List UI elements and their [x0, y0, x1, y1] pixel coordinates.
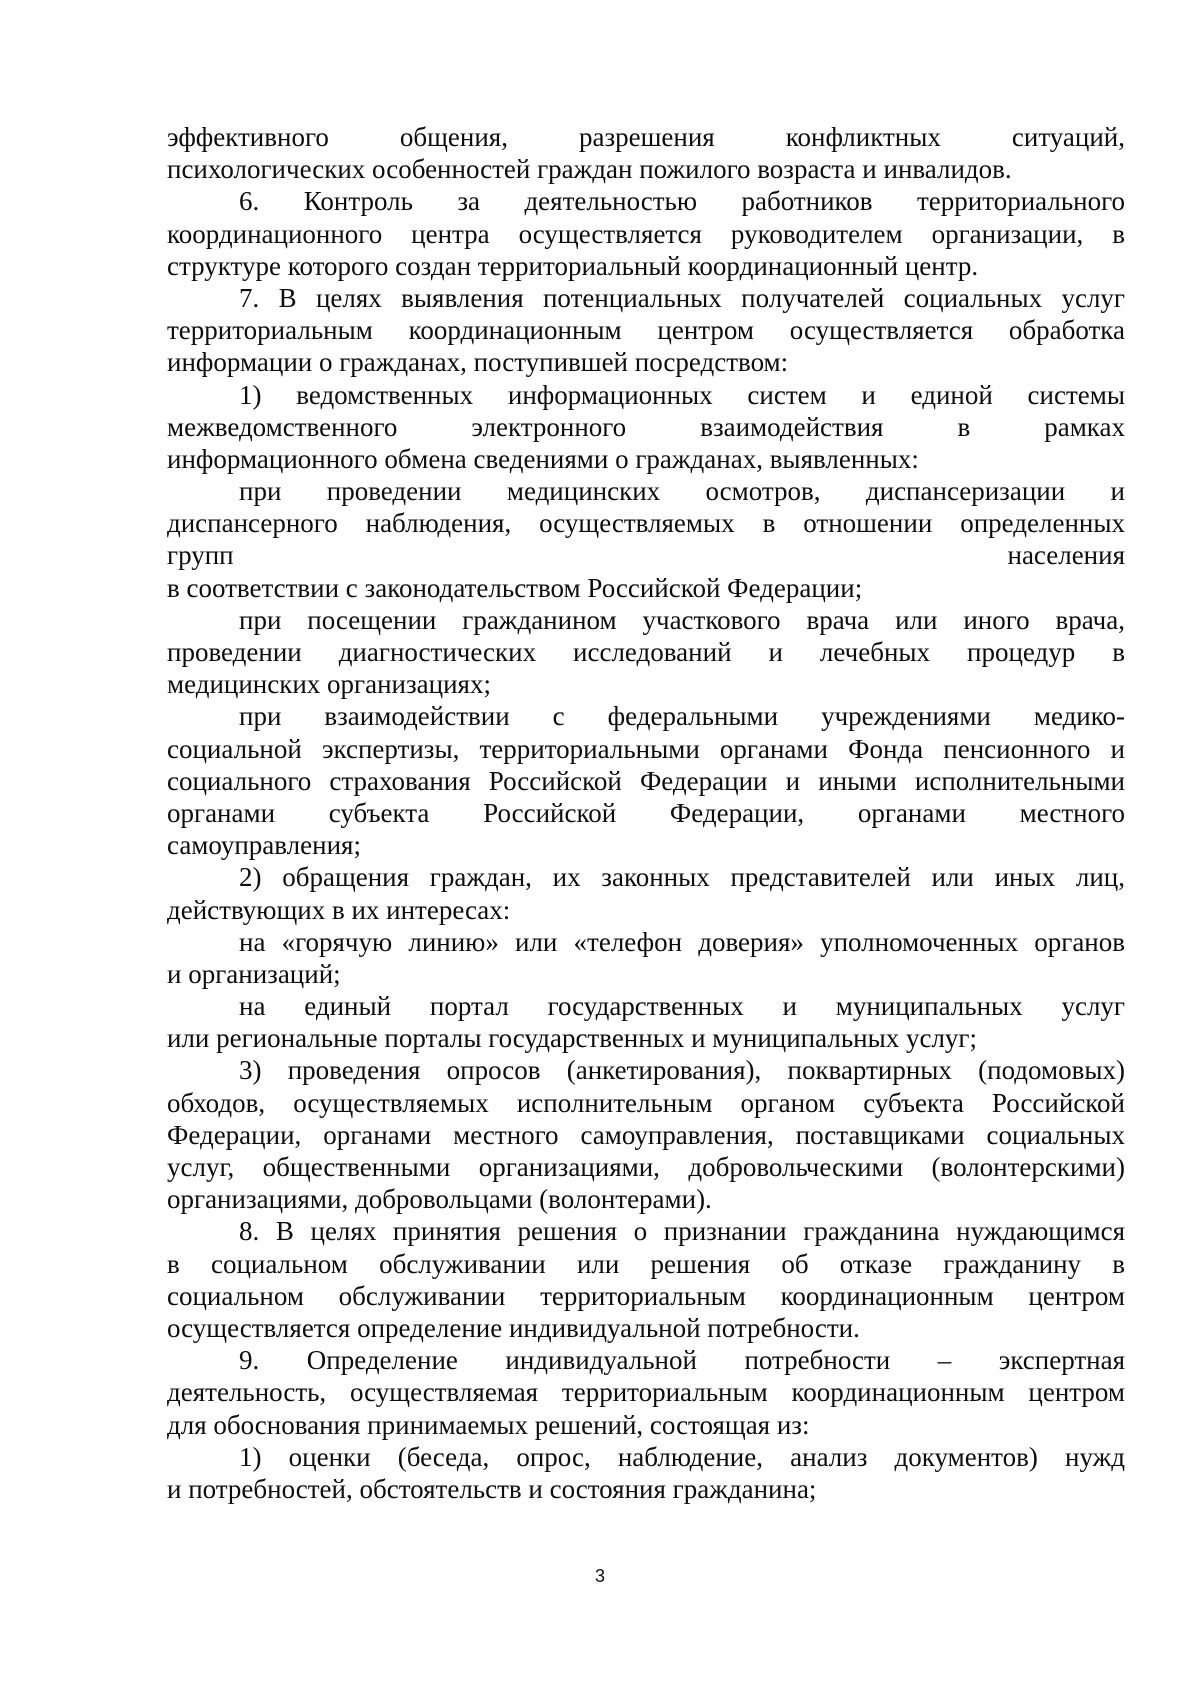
text-line: 2) обращения граждан, их законных представителей или иных лиц,	[239, 862, 1125, 893]
text-line: координационного центра осуществляется руководителем организации, в	[167, 218, 1125, 249]
text-line: групп населения	[167, 540, 1125, 571]
text-line: социального страхования Российской Федерации и иными исполнительными	[167, 765, 1125, 796]
text-line: психологических особенностей граждан пожилого возраста и инвалидов.	[167, 154, 1012, 185]
text-line: действующих в их интересах:	[167, 894, 511, 925]
text-line: обходов, осуществляемых исполнительным органом субъекта Российской	[167, 1087, 1125, 1118]
text-line: при проведении медицинских осмотров, диспансеризации и	[239, 476, 1125, 507]
text-line: межведомственного электронного взаимодействия в рамках	[167, 411, 1125, 442]
text-line: или региональные порталы государственных и муниципальных услуг;	[167, 1023, 977, 1054]
document-body-text	[167, 121, 1125, 1505]
text-line: Федерации, органами местного самоуправления, поставщиками социальных	[167, 1119, 1125, 1150]
text-line: для обоснования принимаемых решений, состоящая из:	[167, 1409, 810, 1440]
text-line: органами субъекта Российской Федерации, органами местного	[167, 797, 1125, 828]
text-line: социальном обслуживании территориальным координационным центром	[167, 1280, 1125, 1311]
text-line: эффективного общения, разрешения конфликтных ситуаций,	[167, 122, 1125, 152]
text-line: организациями, добровольцами (волонтерами).	[167, 1184, 712, 1215]
text-line: при взаимодействии с федеральными учреждениями медико-	[239, 701, 1125, 732]
text-line: осуществляется определение индивидуальной потребности.	[167, 1312, 860, 1343]
text-line: информации о гражданах, поступившей посредством:	[167, 347, 789, 378]
text-line: медицинских организациях;	[167, 669, 491, 700]
text-line: на единый портал государственных и муниципальных услуг	[239, 991, 1125, 1022]
text-line: 7. В целях выявления потенциальных получателей социальных услуг	[239, 282, 1125, 313]
text-line: социальной экспертизы, территориальными органами Фонда пенсионного и	[167, 733, 1125, 764]
text-line: и организаций;	[167, 958, 341, 989]
text-line: в социальном обслуживании или решения об отказе гражданину в	[167, 1248, 1125, 1279]
text-line: в соответствии с законодательством Российской Федерации;	[167, 572, 863, 603]
text-line: 1) ведомственных информационных систем и единой системы	[239, 379, 1125, 410]
text-line: структуре которого создан территориальный координационный центр.	[167, 250, 979, 281]
text-line: 1) оценки (беседа, опрос, наблюдение, анализ документов) нужд	[239, 1441, 1125, 1472]
text-line: и потребностей, обстоятельств и состояния гражданина;	[167, 1473, 817, 1504]
text-line: 6. Контроль за деятельностью работников территориального	[239, 186, 1125, 217]
text-line: при посещении гражданином участкового врача или иного врача,	[239, 604, 1125, 635]
text-line: проведении диагностических исследований и лечебных процедур в	[167, 637, 1125, 667]
page-number: 3	[594, 1566, 605, 1586]
text-line: 3) проведения опросов (анкетирования), поквартирных (подомовых)	[239, 1055, 1125, 1086]
text-line: информационного обмена сведениями о гражданах, выявленных:	[167, 443, 919, 474]
text-line: диспансерного наблюдения, осуществляемых в отношении определенных	[167, 508, 1125, 539]
text-line: 9. Определение индивидуальной потребности – экспертная	[239, 1345, 1125, 1376]
text-line: 8. В целях принятия решения о признании гражданина нуждающимся	[239, 1216, 1125, 1247]
text-line: деятельность, осуществляемая территориальным координационным центром	[167, 1377, 1125, 1408]
text-line: территориальным координационным центром осуществляется обработка	[167, 315, 1125, 346]
text-line: на «горячую линию» или «телефон доверия» уполномоченных органов	[239, 926, 1125, 957]
text-line: услуг, общественными организациями, добровольческими (волонтерскими)	[167, 1152, 1125, 1182]
text-line: самоуправления;	[167, 830, 361, 861]
